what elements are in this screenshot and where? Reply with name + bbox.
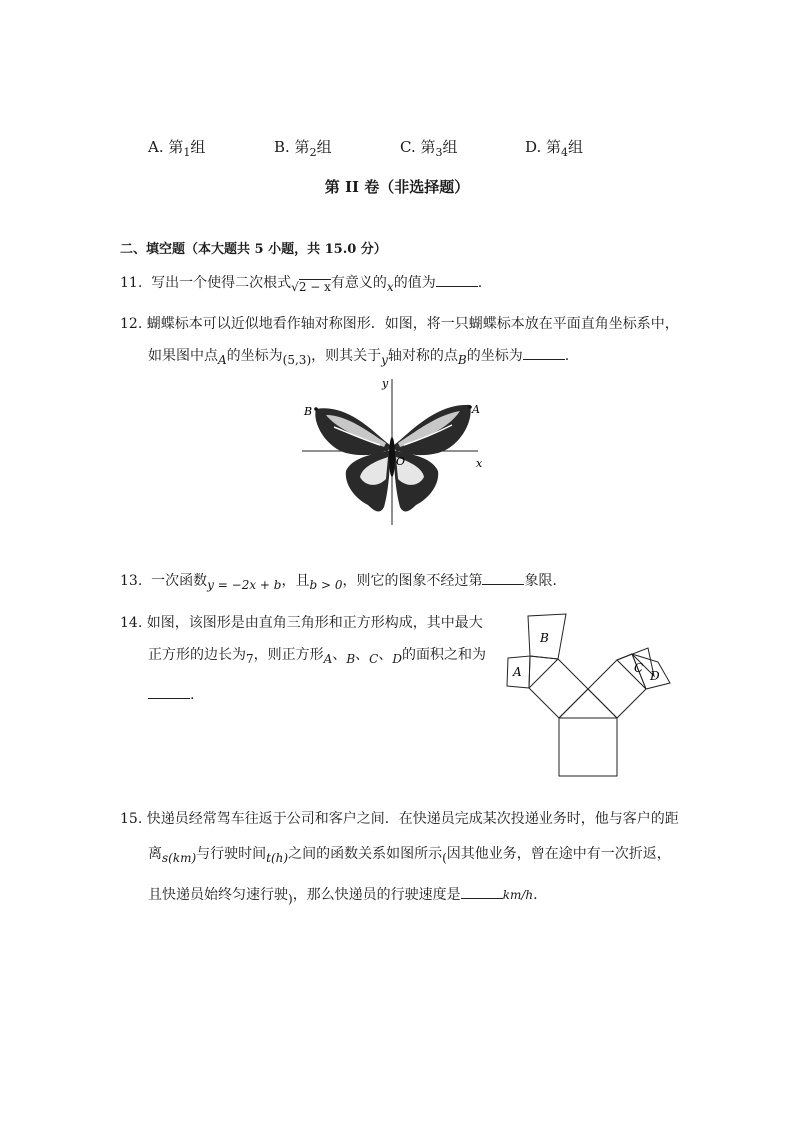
question-number: 13. xyxy=(120,573,143,589)
question-number: 15. xyxy=(120,811,143,827)
label-x: x xyxy=(476,457,483,470)
label-b: B xyxy=(540,631,549,645)
speed-unit: km/h xyxy=(502,888,534,902)
option-a: A. 第$_1$组 xyxy=(148,138,206,159)
label-c: C xyxy=(634,661,644,675)
label-b: B xyxy=(304,405,313,418)
left-leg-square xyxy=(529,659,588,718)
option-c: C. 第$_3$组 xyxy=(400,138,458,159)
question-14-line-3: . xyxy=(148,686,194,703)
question-number: 12. xyxy=(120,316,143,332)
function-formula: y = −2x + b xyxy=(207,578,282,592)
answer-blank xyxy=(482,572,524,585)
answer-blank xyxy=(523,347,565,360)
answer-blank xyxy=(148,686,190,699)
point-b xyxy=(314,407,318,411)
butterfly-figure xyxy=(300,375,495,530)
butterfly-body xyxy=(389,437,395,477)
sqrt-expression: √2 − x xyxy=(291,280,331,294)
label-d: D xyxy=(650,669,660,683)
question-14-line-2: 正方形的边长为7，则正方形A、B、C、D的面积之和为 xyxy=(148,647,486,666)
question-number: 11. xyxy=(120,275,143,291)
option-d: D. 第$_4$组 xyxy=(525,138,584,159)
question-11: 11. 写出一个使得二次根式√2 − x有意义的x的值为 . xyxy=(120,275,483,294)
question-12-line-2: 如果图中点A的坐标为(5,3)，则其关于y轴对称的点B的坐标为 . xyxy=(148,348,570,367)
question-15-line-1: 15. 快递员经常驾车往返于公司和客户之间．在快递员完成某次投递业务时，他与客户的距 xyxy=(120,811,679,827)
pythagoras-figure xyxy=(500,610,675,780)
question-14-line-1: 14. 如图，该图形是由直角三角形和正方形构成，其中最大 xyxy=(120,615,483,631)
question-13: 13. 一次函数y = −2x + b，且b > 0，则它的图象不经过第 象限． xyxy=(120,573,567,592)
answer-blank xyxy=(436,274,478,287)
largest-square xyxy=(559,718,617,776)
option-b: B. 第$_2$组 xyxy=(274,138,332,159)
question-number: 14. xyxy=(120,615,143,631)
label-a: A xyxy=(472,403,480,416)
part-heading: 二、填空题（本大题共 5 小题，共 15.0 分） xyxy=(120,242,387,257)
answer-blank xyxy=(461,886,503,899)
question-15-line-2: 离s(km)与行驶时间t(h)之间的函数关系如图所示(因其他业务，曾在途中有一次折返， xyxy=(148,846,671,865)
label-origin: O xyxy=(396,455,406,468)
section-title: 第 II 卷（非选择题） xyxy=(324,178,470,196)
question-12-line-1: 12. 蝴蝶标本可以近似地看作轴对称图形．如图，将一只蝴蝶标本放在平面直角坐标系中， xyxy=(120,316,679,332)
label-a: A xyxy=(513,665,522,679)
question-15-line-3: 且快递员始终匀速行驶)，那么快递员的行驶速度是 km/h. xyxy=(148,887,538,906)
label-y: y xyxy=(382,377,389,390)
